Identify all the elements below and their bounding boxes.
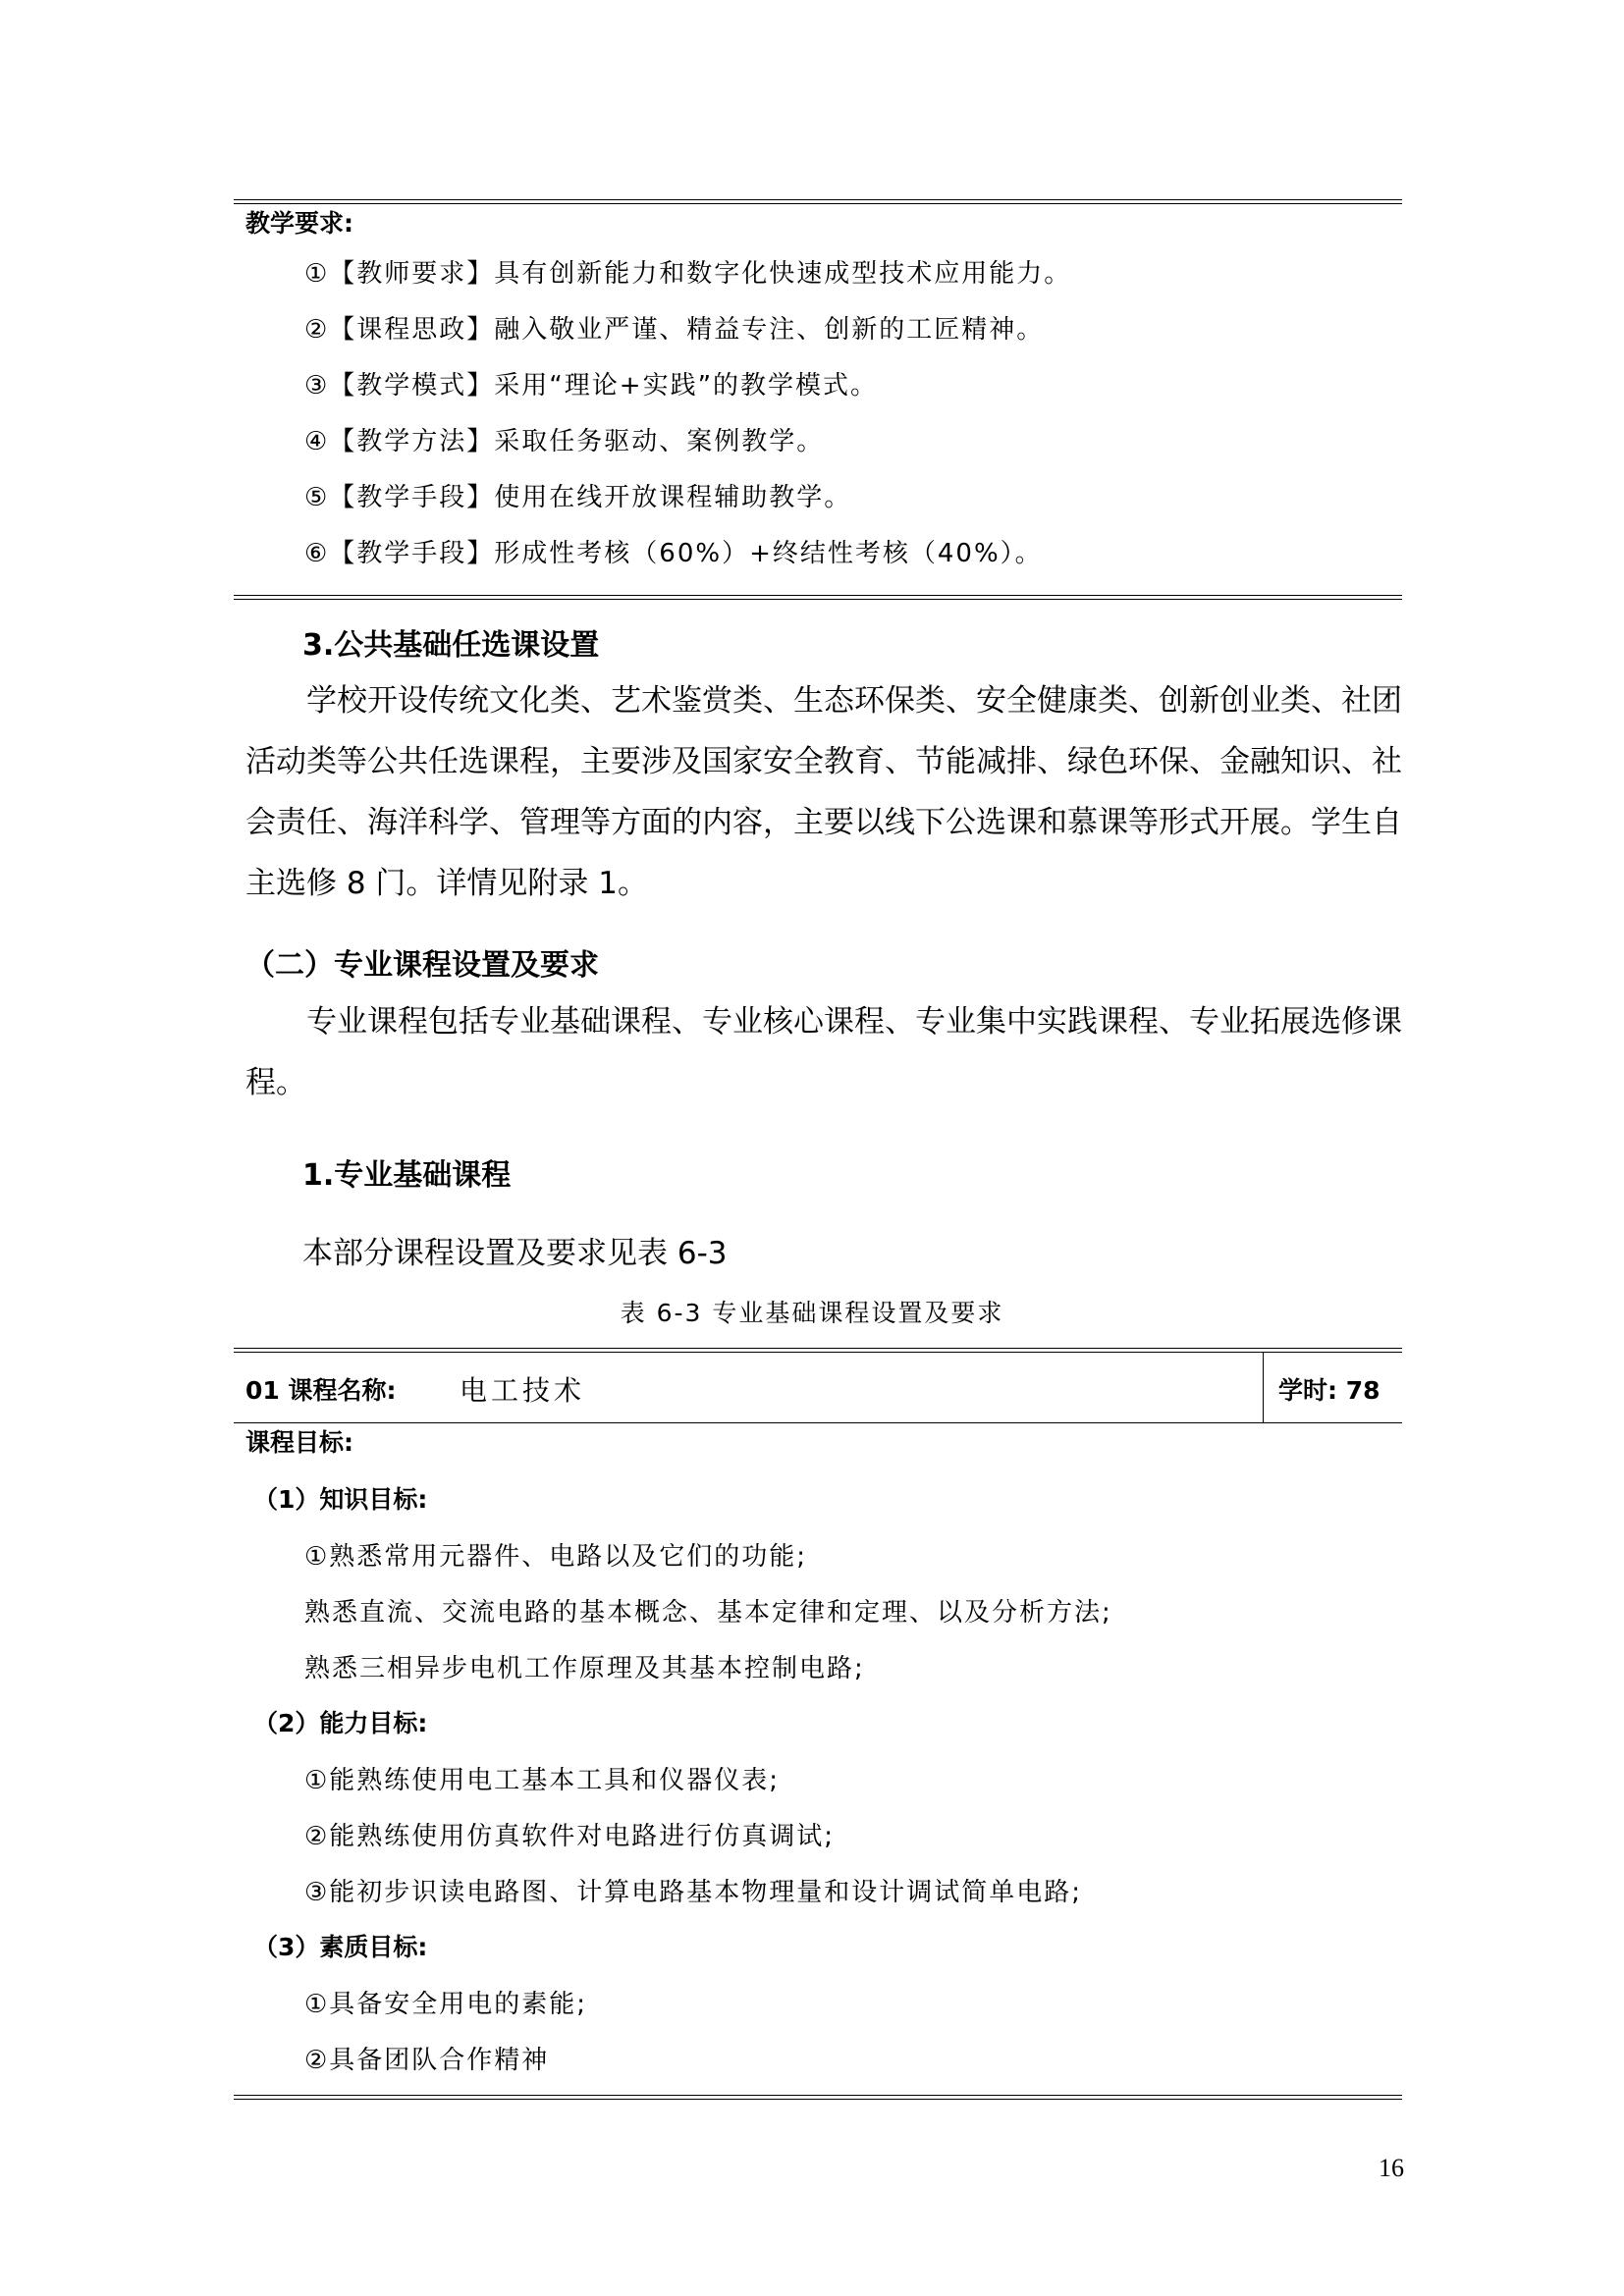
paragraph-professional: 专业课程包括专业基础课程、专业核心课程、专业集中实践课程、专业拓展选修课程。 xyxy=(245,1004,1402,1100)
list-item: 熟悉三相异步电机工作原理及其基本控制电路; xyxy=(304,1654,865,1683)
list-item: ②【课程思政】融入敬业严谨、精益专注、创新的工匠精神。 xyxy=(304,315,1045,345)
list-item: ③【教学模式】采用“理论+实践”的教学模式。 xyxy=(304,371,879,400)
list-item: ③能初步识读电路图、计算电路基本物理量和设计调试简单电路; xyxy=(304,1878,1083,1907)
teaching-requirements-list xyxy=(304,253,1071,589)
course-name: 电工技术 xyxy=(460,1374,586,1407)
course-header-row xyxy=(234,1352,1402,1422)
list-item: ②具备团队合作精神 xyxy=(304,2046,550,2075)
list-item: ①【教师要求】具有创新能力和数字化快速成型技术应用能力。 xyxy=(304,259,1072,289)
list-item: ④【教学方法】采取任务驱动、案例教学。 xyxy=(304,427,825,456)
course-table-bottom-border xyxy=(234,2095,1402,2100)
list-item: ①具备安全用电的素能; xyxy=(304,1990,588,2019)
section-heading-public-elective: 3.公共基础任选课设置 xyxy=(302,628,600,663)
table-caption: 表 6-3 专业基础课程设置及要求 xyxy=(620,1299,1004,1327)
section-heading-professional: （二）专业课程设置及要求 xyxy=(245,948,599,983)
teaching-requirements-heading: 教学要求: xyxy=(245,209,353,238)
course-name-label: 01 课程名称: xyxy=(245,1376,397,1405)
course-hours: 学时: 78 xyxy=(1278,1376,1380,1405)
course-header-separator xyxy=(234,1422,1402,1423)
list-item: ①能熟练使用电工基本工具和仪器仪表; xyxy=(304,1766,781,1795)
table-bottom-border xyxy=(234,595,1402,600)
paragraph-public-elective: 学校开设传统文化类、艺术鉴赏类、生态环保类、安全健康类、创新创业类、社团活动类等公共任选课程，主要涉及国家安全教育、节能减排、绿色环保、金融知识、社会责任、海洋科学、管理等方面的内容，主要以线下公选课和慕课等形式开展。学生自主选修 8 门。详情见附录 1。 xyxy=(245,683,1402,901)
basic-courses-intro: 本部分课程设置及要求见表 6-3 xyxy=(302,1236,728,1271)
section-heading-basic-courses: 1.专业基础课程 xyxy=(302,1158,512,1193)
course-objectives-title: 课程目标: xyxy=(245,1428,353,1457)
table-top-border xyxy=(234,199,1402,204)
list-item: ②能熟练使用仿真软件对电路进行仿真调试; xyxy=(304,1822,836,1851)
ability-objectives-heading: （2）能力目标: xyxy=(253,1709,428,1737)
list-item: ①熟悉常用元器件、电路以及它们的功能; xyxy=(304,1542,808,1572)
list-item: 熟悉直流、交流电路的基本概念、基本定律和定理、以及分析方法; xyxy=(304,1598,1112,1628)
list-item: ⑥【教学手段】形成性考核（60%）+终结性考核（40%）。 xyxy=(304,539,1043,568)
quality-objectives-heading: （3）素质目标: xyxy=(253,1933,428,1961)
list-item: ⑤【教学手段】使用在线开放课程辅助教学。 xyxy=(304,483,852,512)
page-number: 16 xyxy=(1379,2154,1404,2182)
column-divider xyxy=(1263,1352,1264,1422)
knowledge-objectives-heading: （1）知识目标: xyxy=(253,1485,428,1514)
